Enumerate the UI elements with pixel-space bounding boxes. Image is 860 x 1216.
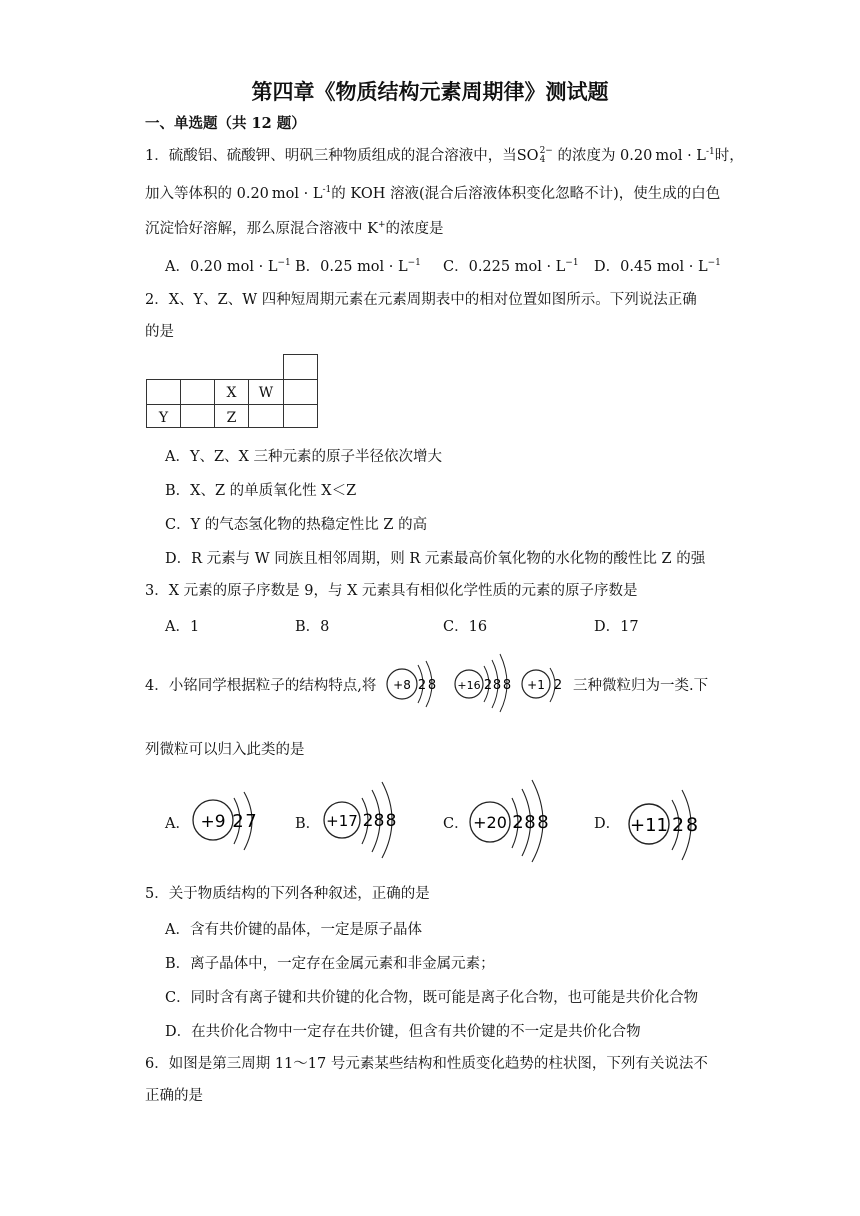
q1-unit-exp-2: -1	[322, 185, 332, 196]
q1-text-a: 1．硫酸铝、硫酸钾、明矾三种物质组成的混合溶液中，当	[145, 148, 517, 164]
atom-diagram-sulfide-ion	[452, 650, 522, 714]
nucleus-charge: +20	[473, 813, 507, 832]
shell-electrons: 8	[685, 814, 699, 836]
nucleus-charge: +11	[630, 815, 668, 836]
q4-option-b-atom[interactable]	[318, 778, 408, 862]
pt-cell	[180, 404, 215, 428]
q4-option-d-label[interactable]: D．	[594, 816, 621, 832]
nucleus-charge: +9	[200, 812, 226, 832]
q1-option-c-label: C．0.225	[443, 259, 511, 275]
q4-option-a-label[interactable]: A．	[165, 816, 190, 832]
nucleus-charge: +17	[326, 812, 358, 830]
shell-electrons: 2	[671, 814, 685, 836]
q1-text-d: 加入等体积的 0.20	[145, 186, 269, 202]
shell-electrons: 2	[362, 811, 374, 831]
q4-line1a: 4．小铭同学根据粒子的结构特点,将	[145, 678, 377, 694]
q2-line1: 2．X、Y、Z、W 四种短周期元素在元素周期表中的相对位置如图所示。下列说法正确	[145, 292, 697, 308]
nucleus-charge: +1	[527, 678, 545, 692]
shell-electrons: 8	[492, 678, 502, 693]
shell-electrons: 2	[483, 678, 493, 693]
q1-line3	[145, 219, 444, 239]
atom-diagram-third	[520, 660, 572, 710]
q1-option-b-unit: mol · L	[357, 259, 408, 275]
q1-option-a-unit: mol · L	[226, 259, 278, 275]
q6-line1: 6．如图是第三周期 11～17 号元素某些结构和性质变化趋势的柱状图，下列有关说法不	[145, 1056, 708, 1072]
shell-electrons: 2	[232, 811, 244, 832]
shell-electrons: 2	[553, 678, 563, 693]
q1-option-b[interactable]	[295, 255, 421, 276]
q2-option-d[interactable]: D．R 元素与 W 同族且相邻周期，则 R 元素最高价氧化物的水化物的酸性比 Z 的强	[165, 551, 706, 567]
q5-option-a[interactable]: A．含有共价键的晶体，一定是原子晶体	[165, 922, 422, 938]
pt-cell-w: W	[248, 379, 284, 405]
q3-option-d[interactable]: D．17	[594, 619, 639, 635]
q4-option-c-atom[interactable]	[464, 776, 560, 864]
pt-cell	[283, 379, 318, 405]
sulfate-symbol: SO	[516, 148, 539, 164]
q1-option-b-label: B．0.25	[295, 259, 353, 275]
shell-electrons: 8	[373, 811, 385, 831]
q3-option-c[interactable]: C．16	[443, 619, 488, 635]
q1-option-d[interactable]	[594, 255, 721, 276]
q5-option-d[interactable]: D．在共价化合物中一定存在共价键，但含有共价键的不一定是共价化合物	[165, 1024, 641, 1040]
q1-text-c: 时，	[714, 148, 744, 164]
q4-option-c-label[interactable]: C．	[443, 816, 469, 832]
q1-text-e: 的 KOH 溶液(混合后溶液体积变化忽略不计)，使生成的白色	[331, 186, 721, 202]
pt-cell-y: Y	[146, 404, 181, 428]
q1-unit: mol · L	[655, 148, 706, 164]
q3-line1: 3．X 元素的原子序数是 9，与 X 元素具有相似化学性质的元素的原子序数是	[145, 583, 638, 599]
q4-line1b: 三种微粒归为一类.下	[573, 678, 709, 694]
q1-option-c-exp: −1	[565, 258, 579, 269]
sulfate-formula	[517, 146, 553, 166]
q5-line1: 5．关于物质结构的下列各种叙述，正确的是	[145, 886, 430, 902]
q1-line1	[145, 146, 744, 166]
sulfate-subscript: 4	[539, 155, 546, 165]
q1-option-c-unit: mol · L	[514, 259, 566, 275]
q2-line2: 的是	[145, 324, 174, 340]
q2-option-a[interactable]: A．Y、Z、X 三种元素的原子半径依次增大	[165, 449, 443, 465]
shell-electrons: 8	[524, 812, 536, 833]
q5-option-b[interactable]: B．离子晶体中，一定存在金属元素和非金属元素；	[165, 956, 495, 972]
q1-option-c[interactable]	[443, 255, 579, 276]
section-heading: 一、单选题（共 12 题）	[145, 115, 306, 132]
atom-diagram-oxygen-ion	[384, 655, 444, 713]
k-charge: +	[377, 220, 386, 231]
pt-cell-top	[283, 354, 318, 380]
shell-electrons: 2	[417, 678, 427, 693]
q1-unit-exp: -1	[705, 147, 715, 158]
pt-cell-z: Z	[214, 404, 249, 428]
q4-option-d-atom[interactable]	[624, 784, 708, 864]
q1-text-f: 沉淀恰好溶解，那么原混合溶液中 K	[145, 221, 378, 237]
shell-electrons: 8	[502, 678, 512, 693]
shell-electrons: 8	[385, 811, 397, 831]
q1-line2	[145, 184, 720, 204]
q3-option-a[interactable]: A．1	[165, 619, 200, 635]
q1-option-a-exp: −1	[277, 258, 291, 269]
pt-cell	[248, 404, 284, 428]
q4-line2: 列微粒可以归入此类的是	[145, 742, 305, 758]
nucleus-charge: +8	[393, 678, 411, 692]
page-title: 第四章《物质结构元素周期律》测试题	[251, 79, 609, 104]
q1-option-b-exp: −1	[407, 258, 421, 269]
q1-option-d-label: D．0.45	[594, 259, 653, 275]
q6-line2: 正确的是	[145, 1088, 203, 1104]
nucleus-charge: +16	[457, 679, 481, 692]
shell-electrons: 7	[245, 811, 257, 832]
q2-option-b[interactable]: B．X、Z 的单质氧化性 X＜Z	[165, 483, 357, 499]
q1-option-a-label: A．0.20	[165, 259, 223, 275]
pt-cell	[146, 379, 181, 405]
q1-option-d-unit: mol · L	[657, 259, 708, 275]
q4-option-a-atom[interactable]	[188, 788, 268, 854]
q3-option-b[interactable]: B．8	[295, 619, 330, 635]
shell-electrons: 8	[427, 678, 437, 693]
q1-option-a[interactable]	[165, 255, 291, 276]
q1-text-b: 的浓度为 0.20	[557, 148, 653, 164]
pt-cell	[180, 379, 215, 405]
shell-electrons: 2	[512, 812, 524, 833]
shell-electrons: 8	[537, 812, 549, 833]
q1-unit-2: mol · L	[271, 186, 323, 202]
q1-text-g: 的浓度是	[385, 221, 444, 237]
q4-option-b-label[interactable]: B．	[295, 816, 321, 832]
q2-option-c[interactable]: C．Y 的气态氢化物的热稳定性比 Z 的高	[165, 517, 428, 533]
sulfate-charge: 2−	[539, 146, 553, 156]
pt-cell-x: X	[214, 379, 249, 405]
q1-option-d-exp: −1	[707, 258, 721, 269]
q5-option-c[interactable]: C．同时含有离子键和共价键的化合物，既可能是离子化合物，也可能是共价化合物	[165, 990, 699, 1006]
pt-cell	[283, 404, 318, 428]
